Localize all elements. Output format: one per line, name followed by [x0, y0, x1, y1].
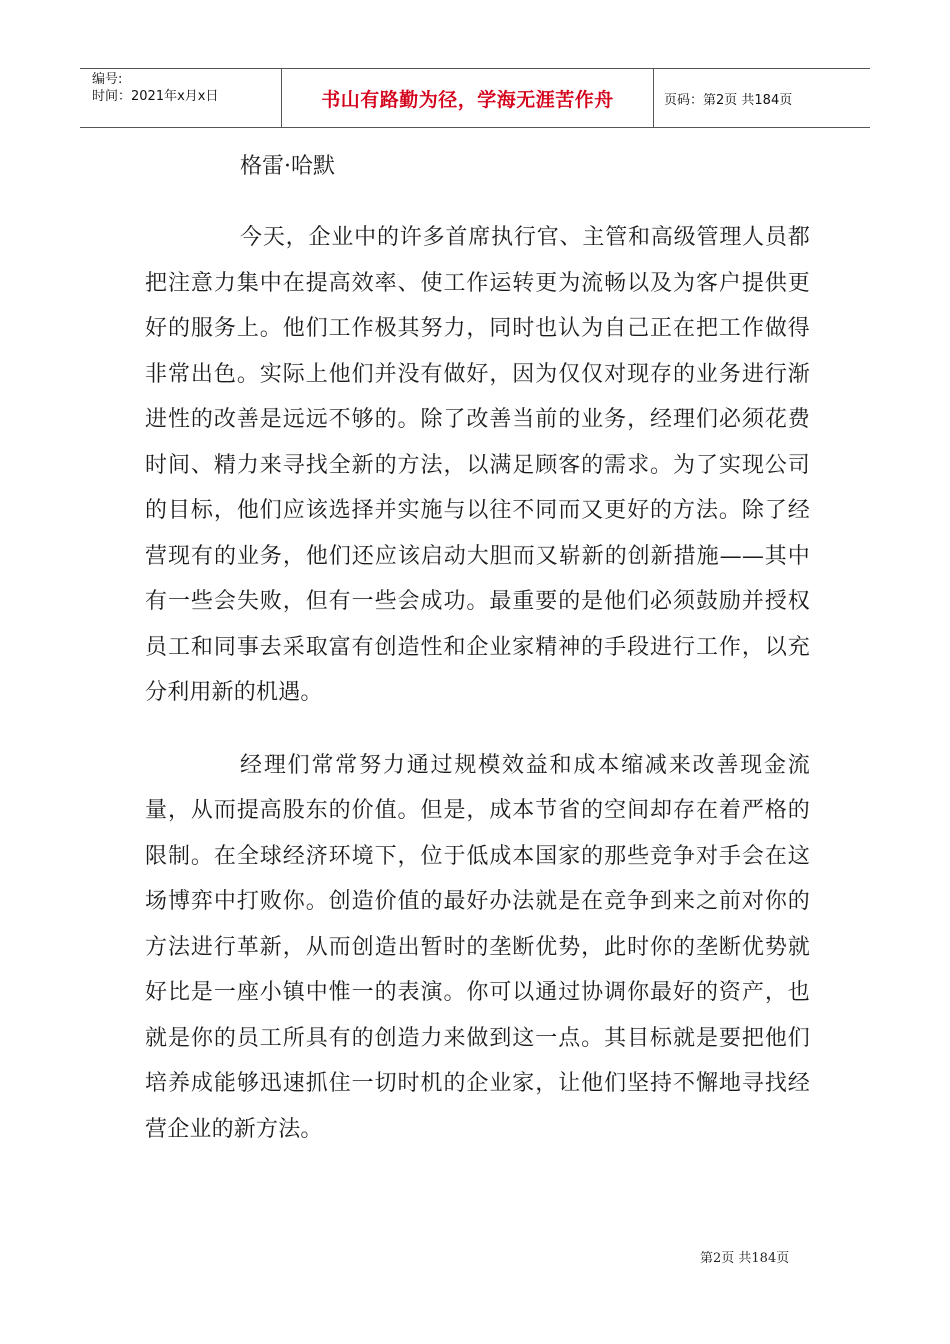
paragraph-2: 经理们常常努力通过规模效益和成本缩减来改善现金流量，从而提高股东的价值。但是，成本节省的空间却存在着严格的限制。在全球经济环境下，位于低成本国家的那些竞争对手会在这场博弈中打败你。创造价值的最好办法就是在竞争到来之前对你的方法进行革新，从而创造出暂时的垄断优势，此时你的垄断优势就好比是一座小镇中惟一的表演。你可以通过协调你最好的资产，也就是你的员工所具有的创造力来做到这一点。其目标就是要把他们培养成能够迅速抓住一切时机的企业家，让他们坚持不懈地寻找经营企业的新方法。: [145, 752, 810, 1142]
time-label: 时间：2021年x月x日: [92, 89, 219, 104]
paragraph-1: 今天，企业中的许多首席执行官、主管和高级管理人员都把注意力集中在提高效率、使工作运转更为流畅以及为客户提供更好的服务上。他们工作极其努力，同时也认为自己正在把工作做得非常出色。实际上他们并没有做好，因为仅仅对现存的业务进行渐进性的改善是远远不够的。除了改善当前的业务，经理们必须花费时间、精力来寻找全新的方法，以满足顾客的需求。为了实现公司的目标，他们应该选择并实施与以往不同而又更好的方法。除了经营现有的业务，他们还应该启动大胆而又崭新的创新措施——其中有一些会失败，但有一些会成功。最重要的是他们必须鼓励并授权员工和同事去采取富有创造性和企业家精神的手段进行工作，以充分利用新的机遇。: [145, 225, 810, 705]
document-body: [145, 145, 810, 1179]
header-motto: 书山有路勤为径，学海无涯苦作舟: [282, 69, 654, 127]
header-meta: [80, 69, 282, 127]
page-footer: 第2页 共184页: [700, 1251, 790, 1266]
header-page-label: 页码：第2页 共184页: [664, 92, 793, 108]
page-header: [80, 68, 870, 128]
number-label: 编号:: [92, 72, 123, 87]
author-name: 格雷·哈默: [240, 154, 335, 179]
